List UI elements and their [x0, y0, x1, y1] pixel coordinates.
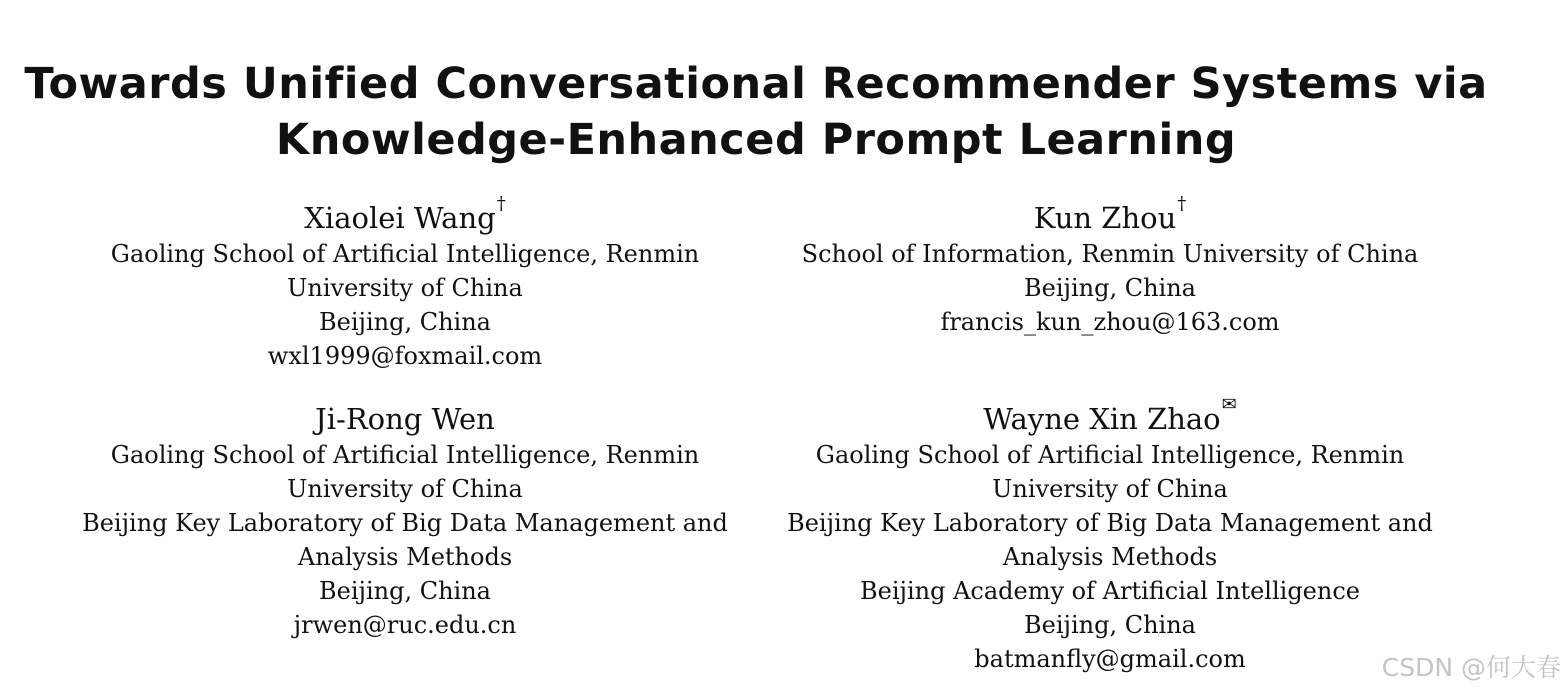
- author-name: Wayne Xin Zhao✉: [983, 394, 1237, 436]
- author-block-xiaolei-wang: [80, 193, 730, 373]
- affiliation-line: Beijing Academy of Artificial Intelligence: [860, 577, 1360, 605]
- affiliation-location: Beijing, China: [1024, 611, 1196, 639]
- author-name: Kun Zhou†: [1033, 193, 1187, 235]
- author-email: wxl1999@foxmail.com: [267, 342, 543, 370]
- paper-title: [0, 56, 1512, 168]
- author-email: francis_kun_zhou@163.com: [940, 308, 1280, 336]
- affiliation-location: Beijing, China: [319, 308, 491, 336]
- envelope-icon: ✉: [1221, 394, 1237, 415]
- affiliation-line: University of China: [992, 475, 1228, 503]
- affiliation-line: School of Information, Renmin University of China: [801, 240, 1419, 268]
- title-line-1: Towards Unified Conversational Recommender Systems via: [24, 59, 1488, 109]
- affiliation-line: University of China: [287, 475, 523, 503]
- affiliation-line: Analysis Methods: [1002, 543, 1218, 571]
- affiliation-line: Beijing Key Laboratory of Big Data Management and: [82, 509, 728, 537]
- author-email: jrwen@ruc.edu.cn: [293, 611, 517, 639]
- affiliation-line: Beijing Key Laboratory of Big Data Management and: [787, 509, 1433, 537]
- affiliation-line: Gaoling School of Artificial Intelligence, Renmin: [110, 240, 700, 268]
- affiliation-line: Analysis Methods: [297, 543, 513, 571]
- affiliation-location: Beijing, China: [1024, 274, 1196, 302]
- author-name: Xiaolei Wang†: [304, 193, 506, 235]
- affiliation-line: Gaoling School of Artificial Intelligence, Renmin: [815, 441, 1405, 469]
- author-block-wayne-xin-zhao: [785, 394, 1435, 676]
- title-line-2: Knowledge-Enhanced Prompt Learning: [275, 115, 1237, 165]
- watermark: CSDN @何大春: [1381, 653, 1561, 682]
- author-footnote-mark: †: [1177, 193, 1187, 214]
- author-name: Ji-Rong Wen: [315, 402, 495, 436]
- affiliation-location: Beijing, China: [319, 577, 491, 605]
- author-footnote-mark: †: [496, 193, 506, 214]
- author-block-ji-rong-wen: [80, 400, 730, 642]
- affiliation-line: Gaoling School of Artificial Intelligence, Renmin: [110, 441, 700, 469]
- author-email: batmanfly@gmail.com: [974, 645, 1246, 673]
- affiliation-line: University of China: [287, 274, 523, 302]
- author-block-kun-zhou: [785, 193, 1435, 339]
